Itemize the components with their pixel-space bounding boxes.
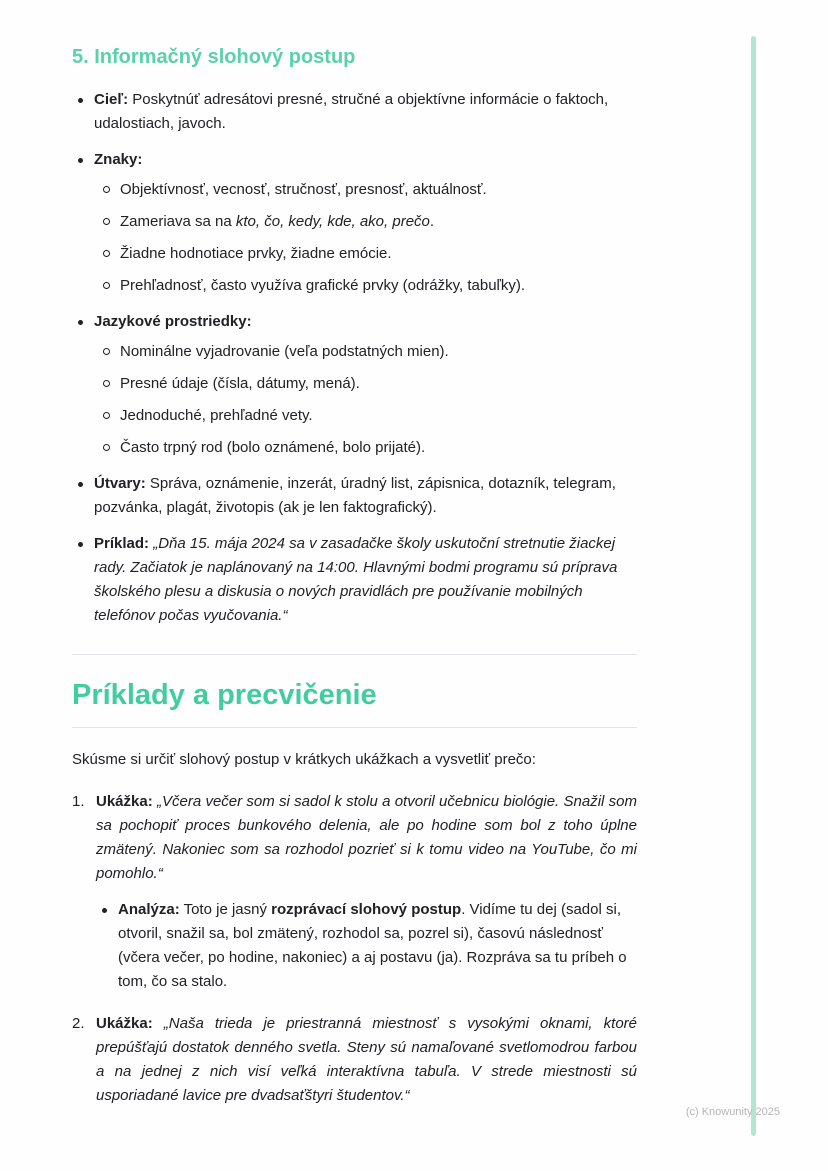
bullet-priklad [72, 532, 637, 628]
section-heading: 5. Informačný slohový postup [72, 46, 356, 68]
analysis-text: . Vidíme tu dej (sadol si, otvoril, snažil sa, bol zmätený, rozhodol sa, pozrel si), časovú následnosť (včera večer, po hodine, nakoniec) a aj postavu (ja). Rozpráva sa tu príbeh o tom, čo sa stalo. [118, 901, 627, 990]
examples-list [72, 790, 637, 1108]
watermark: (c) Knowunity 2025 [685, 1106, 780, 1118]
bullet-label: Útvary: [94, 475, 146, 492]
jazykove-sublist [94, 340, 637, 460]
sub-bullet-text: . [429, 213, 435, 230]
bullet-text: Poskytnúť adresátovi presné, stručné a objektívne informácie o faktoch, udalostiach, javoch. [94, 91, 609, 132]
example-paragraph [96, 790, 637, 886]
sub-bullet-text: Žiadne hodnotiace prvky, žiadne emócie. [120, 245, 392, 262]
examples-intro: Skúsme si určiť slohový postup v krátkych ukážkach a vysvetliť prečo: [72, 751, 536, 768]
sub-bullet [94, 178, 637, 202]
sub-bullet-text: Objektívnosť, vecnosť, stručnosť, presnosť, aktuálnosť. [120, 181, 487, 198]
bullet-text: Správa, oznámenie, inzerát, úradný list, zápisnica, dotazník, telegram, pozvánka, plagát, životopis (ak je len faktografický). [94, 475, 616, 516]
examples-heading: Príklady a precvičenie [72, 677, 637, 728]
sub-bullet [94, 340, 637, 364]
analysis-text: Toto je jasný [183, 901, 272, 918]
example-quote-text: „Naša trieda je priestranná miestnosť s vysokými oknami, ktoré prepúšťajú dostatok denného svetla. Steny sú namaľované svetlomodrou farbou a na jednej z nich visí veľká interaktívna tabuľa. V strede miestnosti sú usporiadané lavice pre dvadsaťštyri študentov.“ [96, 1015, 637, 1104]
example-quote-text: „Dňa 15. mája 2024 sa v zasadačke školy uskutoční stretnutie žiackej rady. Začiatok je naplánovaný na 14:00. Hlavnými bodmi programu sú príprava školského plesu a diskusia o nových pravidlách pre používanie mobilných telefónov počas vyučovania.“ [94, 535, 618, 624]
example-number: 2. [72, 1015, 85, 1032]
bullet-znaky [72, 148, 637, 298]
section-divider [72, 654, 637, 655]
info-list [72, 88, 637, 628]
sub-bullet [94, 242, 637, 266]
example-label: Ukážka: [96, 793, 153, 810]
analysis-label: Analýza: [118, 901, 180, 918]
sub-bullet [94, 372, 637, 396]
sub-bullet [94, 404, 637, 428]
sub-bullet-italic-text: kto, čo, kedy, kde, ako, prečo [235, 213, 430, 230]
example-number: 1. [72, 793, 85, 810]
analysis-bold-text: rozprávací slohový postup [271, 901, 462, 918]
bullet-label: Príklad: [94, 535, 150, 552]
example-item-2 [72, 1012, 637, 1108]
sub-bullet-text: Zameriava sa na [120, 213, 236, 230]
bullet-jazykove-prostriedky [72, 310, 637, 460]
sub-bullet-text: Prehľadnosť, často využíva grafické prvky (odrážky, tabuľky). [120, 277, 526, 294]
page-content [72, 44, 637, 1126]
analysis-bullet [98, 898, 637, 994]
sub-bullet-text: Presné údaje (čísla, dátumy, mená). [120, 375, 360, 392]
bullet-label: Jazykové prostriedky: [94, 313, 252, 330]
example-quote-text: „Včera večer som si sadol k stolu a otvoril učebnicu biológie. Snažil som sa pochopiť proces bunkového delenia, ale po hodine som bol z toho úplne zmätený. Nakoniec som sa rozhodol pozrieť si k tomu video na YouTube, čo mi pomohlo.“ [96, 793, 637, 882]
sub-bullet-text: Nominálne vyjadrovanie (veľa podstatných mien). [120, 343, 449, 360]
bullet-label: Cieľ: [94, 91, 129, 108]
example-paragraph [96, 1012, 637, 1108]
sub-bullet [94, 274, 637, 298]
znaky-sublist [94, 178, 637, 298]
bullet-ciel [72, 88, 637, 136]
example-item-1 [72, 790, 637, 994]
sub-bullet-text: Jednoduché, prehľadné vety. [120, 407, 313, 424]
accent-line [751, 36, 756, 1136]
sub-bullet [94, 436, 637, 460]
bullet-utvary [72, 472, 637, 520]
bullet-label: Znaky: [94, 151, 143, 168]
example-label: Ukážka: [96, 1015, 153, 1032]
sub-bullet-text: Často trpný rod (bolo oznámené, bolo prijaté). [120, 439, 426, 456]
sub-bullet [94, 210, 637, 234]
